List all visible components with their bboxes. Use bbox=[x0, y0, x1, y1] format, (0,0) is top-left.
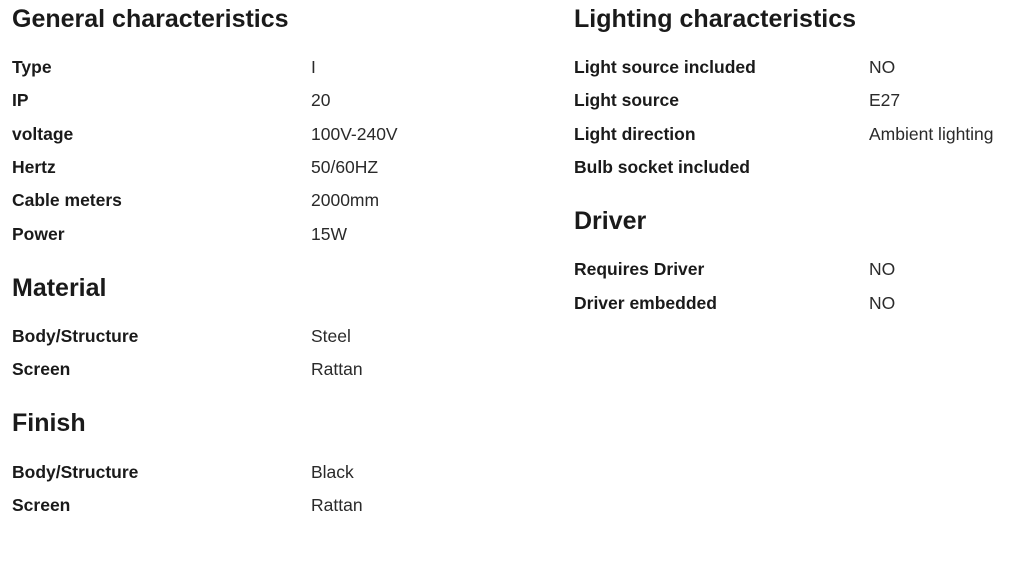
lighting-characteristics-list bbox=[574, 51, 1020, 184]
general-characteristics-list bbox=[12, 51, 532, 251]
spec-row-voltage bbox=[12, 118, 532, 151]
lighting-characteristics-title: Lighting characteristics bbox=[574, 5, 857, 33]
spec-row-type bbox=[12, 51, 532, 84]
spec-value: Ambient lighting bbox=[869, 123, 994, 144]
spec-row-driver-embedded bbox=[574, 286, 1020, 319]
spec-label: Screen bbox=[12, 359, 71, 380]
spec-label: voltage bbox=[12, 123, 74, 144]
spec-row-bulb-socket-included bbox=[574, 151, 1020, 184]
driver-list bbox=[574, 253, 1020, 320]
spec-value: 50/60HZ bbox=[311, 157, 379, 178]
material-title: Material bbox=[12, 273, 107, 302]
material-list bbox=[12, 320, 532, 387]
spec-label: Screen bbox=[12, 494, 71, 515]
right-column bbox=[574, 0, 1020, 320]
spec-row-finish-body bbox=[12, 455, 532, 488]
spec-value: I bbox=[311, 57, 316, 78]
spec-row-hertz bbox=[12, 151, 532, 184]
general-characteristics-section bbox=[12, 0, 532, 251]
spec-row-material-screen bbox=[12, 353, 532, 386]
spec-label: Body/Structure bbox=[12, 461, 139, 482]
spec-value: 100V-240V bbox=[311, 123, 398, 144]
spec-row-power bbox=[12, 217, 532, 250]
spec-row-material-body bbox=[12, 320, 532, 353]
spec-row-light-source bbox=[574, 84, 1020, 117]
finish-list bbox=[12, 455, 532, 522]
spec-row-ip bbox=[12, 84, 532, 117]
general-characteristics-title: General characteristics bbox=[12, 5, 289, 33]
spec-label: Driver embedded bbox=[574, 292, 717, 313]
spec-value: Rattan bbox=[311, 359, 363, 380]
spec-value: NO bbox=[869, 259, 896, 280]
spec-label: Type bbox=[12, 57, 52, 78]
spec-value: 2000mm bbox=[311, 190, 380, 211]
spec-label: Light source included bbox=[574, 57, 756, 78]
spec-row-cable-meters bbox=[12, 184, 532, 217]
spec-value: Black bbox=[311, 461, 354, 482]
spec-label: Body/Structure bbox=[12, 325, 139, 346]
spec-row-finish-screen bbox=[12, 489, 532, 522]
spec-row-light-direction bbox=[574, 118, 1020, 151]
lighting-characteristics-section bbox=[574, 0, 1020, 184]
spec-value: NO bbox=[869, 292, 896, 313]
spec-label: Cable meters bbox=[12, 190, 122, 211]
spec-value: E27 bbox=[869, 90, 901, 111]
spec-value: 15W bbox=[311, 223, 347, 244]
finish-title: Finish bbox=[12, 409, 86, 438]
spec-label: Hertz bbox=[12, 157, 56, 178]
spec-value: NO bbox=[869, 57, 896, 78]
spec-value: Rattan bbox=[311, 494, 363, 515]
driver-title: Driver bbox=[574, 207, 647, 236]
left-column bbox=[12, 0, 532, 522]
spec-label: Light direction bbox=[574, 123, 696, 144]
driver-section bbox=[574, 203, 1020, 320]
spec-value: Steel bbox=[311, 325, 351, 346]
spec-row-requires-driver bbox=[574, 253, 1020, 286]
spec-label: Power bbox=[12, 223, 65, 244]
material-section bbox=[12, 270, 532, 387]
spec-label: Light source bbox=[574, 90, 680, 111]
spec-label: IP bbox=[12, 90, 29, 111]
spec-label: Requires Driver bbox=[574, 259, 705, 280]
spec-row-light-source-included bbox=[574, 51, 1020, 84]
spec-label: Bulb socket included bbox=[574, 157, 750, 178]
spec-value: 20 bbox=[311, 90, 331, 111]
finish-section bbox=[12, 405, 532, 522]
